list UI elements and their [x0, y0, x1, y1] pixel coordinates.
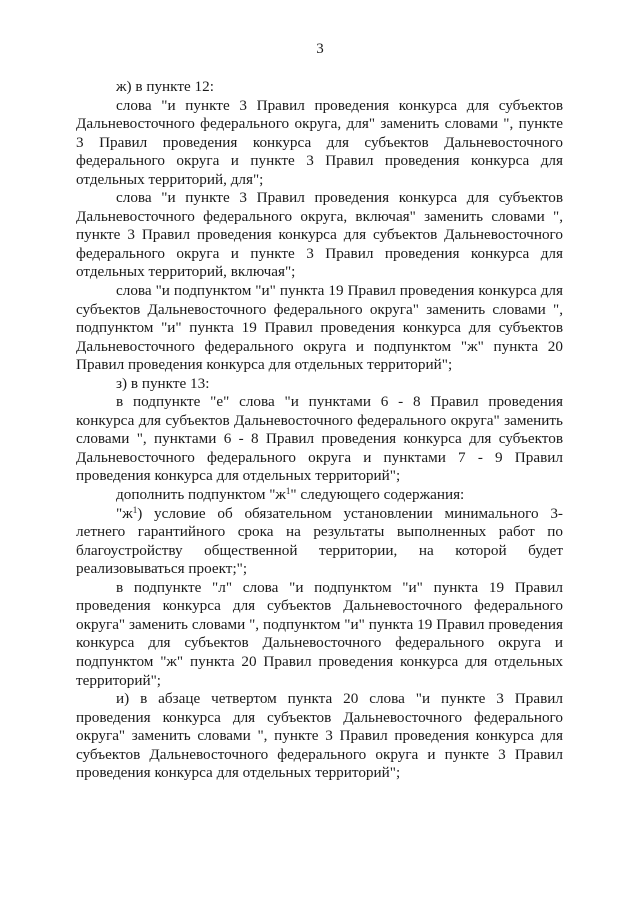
- supplement-quote-text-end: ) условие об обязательном установлении минимального 3-летнего гарантийного срока на результаты выполненных работ по благоустройству общественной территории, на которой будет реализовываться проект;";: [76, 504, 563, 578]
- paragraph-amendment-4: в подпункте "е" слова "и пунктами 6 - 8 Правил проведения конкурса для субъектов Дальневосточного федерального округа" заменить словами ", пунктами 6 - 8 Правил проведения конкурса для субъектов Дальневосточного федерального округа и пунктами 7 - 9 Правил проведения конкурса для отдельных территорий";: [76, 393, 563, 485]
- paragraph-amendment-2: слова "и пункте 3 Правил проведения конкурса для субъектов Дальневосточного федерального округа, включая" заменить словами ", пункте 3 Правил проведения конкурса для субъектов Дальневосточного федерального округа и пункте 3 Правил проведения конкурса для отдельных территорий, включая";: [76, 189, 563, 281]
- document-body: [76, 78, 563, 783]
- paragraph-item-zh-heading: ж) в пункте 12:: [116, 78, 214, 95]
- paragraph-supplement-quote: [76, 505, 563, 579]
- supplement-intro-text-end: " следующего содержания:: [290, 486, 465, 504]
- paragraph-amendment-5: в подпункте "л" слова "и подпунктом "и" пункта 19 Правил проведения конкурса для субъектов Дальневосточного федерального округа" заменить словами ", подпунктом "и" пункта 19 Правил проведения конкурса для субъектов Дальневосточного федерального округа и подпунктом "ж" пункта 20 Правил проведения конкурса для отдельных территорий";: [76, 578, 563, 689]
- superscript-index: 1: [132, 504, 138, 515]
- paragraph-amendment-6: и) в абзаце четвертом пункта 20 слова "и пункте 3 Правил проведения конкурса для субъектов Дальневосточного федерального округа" заменить словами ", пункте 3 Правил проведения конкурса для субъектов Дальневосточного федерального округа и пункте 3 Правил проведения конкурса для отдельных территорий";: [76, 690, 563, 782]
- superscript-index: 1: [285, 486, 291, 497]
- paragraph-amendment-3: слова "и подпунктом "и" пункта 19 Правил проведения конкурса для субъектов Дальневосточного федерального округа" заменить словами ", подпунктом "и" пункта 19 Правил проведения конкурса для субъектов Дальневосточного федерального округа и подпунктом "ж" пункта 20 Правил проведения конкурса для отдельных территорий";: [76, 282, 563, 374]
- page-number: 3: [316, 41, 324, 57]
- paragraph-item-z-heading: з) в пункте 13:: [116, 374, 210, 392]
- supplement-quote-text-start: "ж: [116, 504, 133, 522]
- supplement-intro-text-start: дополнить подпунктом "ж: [116, 486, 286, 504]
- paragraph-supplement-intro: [76, 486, 563, 505]
- paragraph-amendment-1: слова "и пункте 3 Правил проведения конкурса для субъектов Дальневосточного федерального округа, для" заменить словами ", пункте 3 Правил проведения конкурса для субъектов Дальневосточного федерального округа и пункте 3 Правил проведения конкурса для отдельных территорий, для";: [76, 96, 563, 188]
